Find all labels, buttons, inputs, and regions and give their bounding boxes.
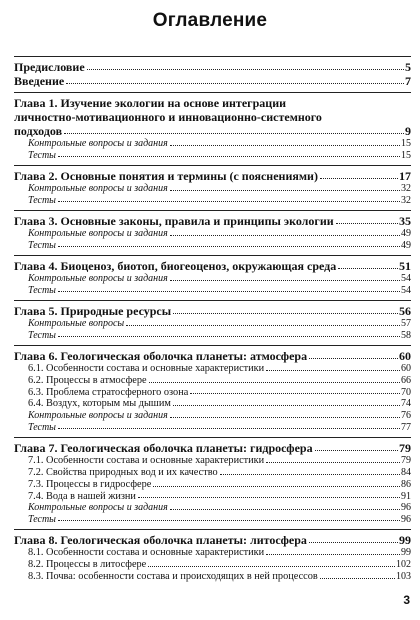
entry-label: 8.3. Почва: особенности состава и происходящих в ней процессов [28,570,318,582]
entry-label: Контрольные вопросы и задания [28,138,168,149]
entry-page: 56 [399,304,411,318]
entry-label: 7.1. Особенности состава и основные характеристики [28,455,265,467]
chapter-heading [14,349,411,363]
entry-label: 8.1. Особенности состава и основные характеристики [28,547,265,559]
entry-label: Введение [14,74,65,88]
dot-leader [148,566,395,567]
entry-page: 79 [401,455,411,467]
section-entry [14,375,411,387]
dot-leader [66,83,404,84]
dot-leader [173,313,398,314]
subentry [14,138,411,150]
section-entry [14,467,411,479]
dot-leader [170,280,400,281]
dot-leader [149,382,400,383]
entry-label: Предисловие [14,60,85,74]
section-entry [14,387,411,399]
entry-page: 77 [401,421,411,433]
dot-leader [190,393,400,394]
dot-leader [58,246,400,247]
subentry [14,228,411,240]
entry-page: 60 [399,349,411,363]
entry-label: подходов [14,124,63,138]
subentry [14,183,411,195]
dot-leader [58,201,400,202]
entry-page: 84 [401,466,411,478]
entry-label: Контрольные вопросы и задания [28,183,168,194]
entry-label: Глава 5. Природные ресурсы [14,304,172,318]
entry-page: 96 [401,513,411,525]
chapter-block [14,533,411,582]
entry-label: 6.1. Особенности состава и основные характеристики [28,363,265,374]
entry-page: 58 [401,329,411,341]
entry-label: Глава 3. Основные законы, правила и принципы экологии [14,214,334,228]
entry-label: Тесты [28,421,56,433]
entry-label: Контрольные вопросы и задания [28,502,168,514]
divider [14,165,411,166]
chapter-heading [14,169,411,183]
entry-label: 8.2. Процессы в литосфере [28,559,147,571]
entry-page: 74 [401,398,411,410]
section-entry [14,455,411,467]
dot-leader [153,486,400,487]
entry-page: 66 [401,374,411,386]
dot-leader [64,133,404,134]
dot-leader [170,509,400,510]
entry-page: 70 [401,386,411,398]
entry-label: Тесты [28,239,56,251]
subentry [14,273,411,285]
divider [14,210,411,211]
subentry [14,285,411,297]
entry-page: 15 [401,138,411,149]
dot-leader [87,69,404,70]
subentry [14,240,411,252]
entry-page: 54 [401,284,411,296]
entry-label: Тесты [28,284,56,296]
entry-page: 60 [401,363,411,374]
dot-leader [266,462,400,463]
entry-label: Глава 2. Основные понятия и термины (с пояснениями) [14,169,318,183]
chapter-title-line: Глава 1. Изучение экологии на основе интеграции [14,96,287,110]
entry-page: 7 [405,74,411,88]
section-entry [14,479,411,491]
entry-label: Тесты [28,149,56,161]
dot-leader [58,156,400,157]
entry-page: 17 [399,169,411,183]
chapter-block [14,304,411,341]
divider [14,345,411,346]
entry-label: Контрольные вопросы и задания [28,228,168,239]
entry-label: Контрольные вопросы и задания [28,273,168,284]
divider [14,255,411,256]
dot-leader [170,145,400,146]
section-entry [14,559,411,571]
entry-page: 35 [399,214,411,228]
dot-leader [126,325,400,326]
entry-page: 99 [401,547,411,559]
entry-page: 96 [401,502,411,514]
entry-label: 7.2. Свойства природных вод и их качество [28,466,218,478]
entry-page: 91 [401,490,411,502]
chapter-heading [14,304,411,318]
chapter-block [14,441,411,525]
table-of-contents [14,54,411,583]
subentry [14,150,411,162]
chapter-title-line: личностно-мотивационного и инновационно-системного [14,110,322,124]
section-entry [14,398,411,410]
entry-label: Тесты [28,329,56,341]
dot-leader [338,268,398,269]
subentry [14,195,411,207]
section-entry [14,363,411,375]
divider [14,529,411,530]
subentry [14,318,411,330]
dot-leader [315,450,398,451]
entry-label: Глава 7. Геологическая оболочка планеты: гидросфера [14,441,313,456]
entry-label: 6.2. Процессы в атмосфере [28,374,147,386]
entry-page: 103 [396,570,411,582]
dot-leader [170,190,400,191]
entry-page: 49 [401,239,411,251]
dot-leader [173,405,400,406]
entry-page: 15 [401,149,411,161]
dot-leader [320,578,395,579]
entry-label: Глава 6. Геологическая оболочка планеты: атмосфера [14,349,308,363]
dot-leader [58,520,400,521]
divider [14,92,411,93]
entry-page: 99 [399,533,411,548]
toc-entry [14,74,411,88]
chapter-block [14,96,411,161]
entry-label: Глава 8. Геологическая оболочка планеты: литосфера [14,533,307,548]
entry-page: 86 [401,478,411,490]
entry-page: 76 [401,410,411,422]
divider [14,56,411,57]
entry-label: 7.3. Процессы в гидросфере [28,478,152,490]
chapter-block [14,169,411,206]
entry-label: Тесты [28,513,56,525]
section-entry [14,547,411,559]
dot-leader [336,223,398,224]
section-entry [14,571,411,583]
entry-label: 6.3. Проблема стратосферного озона [28,386,189,398]
dot-leader [320,178,398,179]
dot-leader [266,370,400,371]
divider [14,300,411,301]
dot-leader [266,554,400,555]
entry-label: Контрольные вопросы [28,318,125,329]
dot-leader [309,542,398,543]
entry-label: Контрольные вопросы и задания [28,410,168,422]
chapter-heading [14,259,411,273]
chapter-block [14,349,411,433]
entry-label: Глава 4. Биоценоз, биотоп, биогеоценоз, окружающая среда [14,259,337,273]
dot-leader [58,336,400,337]
chapter-block [14,214,411,251]
chapter-heading [14,214,411,228]
entry-label: 6.4. Воздух, которым мы дышим [28,398,171,410]
dot-leader [170,235,400,236]
subentry [14,502,411,514]
chapter-block [14,259,411,296]
entry-label: 7.4. Вода в нашей жизни [28,490,136,502]
section-entry [14,491,411,503]
entry-page: 79 [399,441,411,456]
divider [14,437,411,438]
entry-page: 32 [401,194,411,206]
chapter-title-line-last [14,124,411,138]
chapter-heading [14,96,411,124]
entry-page: 54 [401,273,411,284]
subentry [14,410,411,422]
entry-page: 102 [396,559,411,571]
subentry [14,514,411,526]
entry-label: Тесты [28,194,56,206]
chapter-heading [14,533,411,547]
entry-page: 57 [401,318,411,329]
entry-page: 9 [405,124,411,138]
dot-leader [58,291,400,292]
dot-leader [58,428,400,429]
page-number: 3 [403,593,410,607]
dot-leader [170,417,400,418]
dot-leader [309,358,398,359]
entry-page: 51 [399,259,411,273]
chapter-heading [14,441,411,455]
entry-page: 49 [401,228,411,239]
dot-leader [138,497,400,498]
dot-leader [220,474,400,475]
toc-entry [14,60,411,74]
page-title: Оглавление [152,10,268,31]
subentry [14,330,411,342]
entry-page: 32 [401,183,411,194]
entry-page: 5 [405,60,411,74]
subentry [14,422,411,434]
